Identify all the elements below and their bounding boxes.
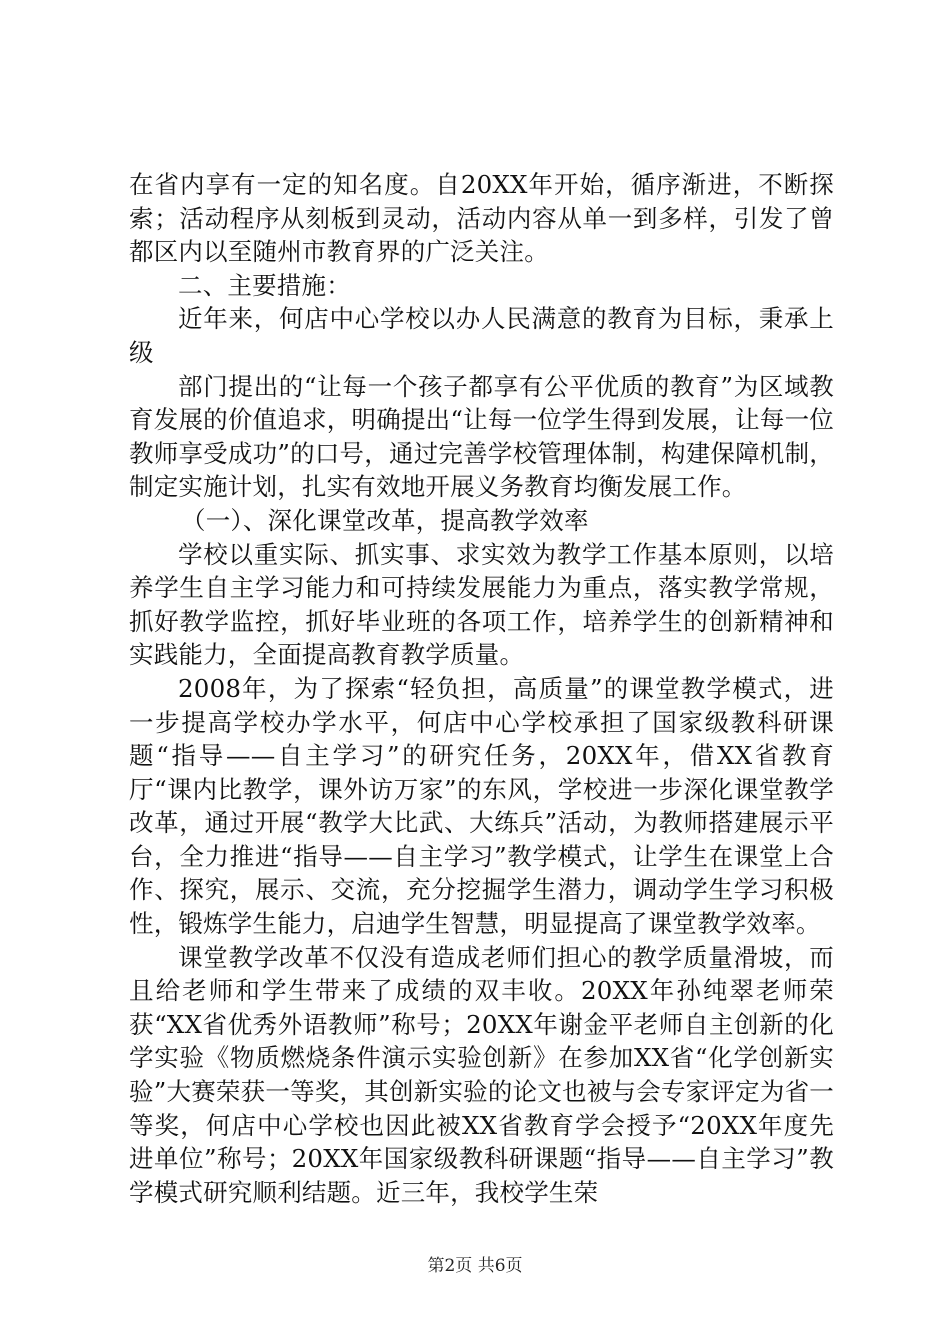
section-heading: 二、主要措施： [178,270,351,300]
subsection-heading: （一）、深化课堂改革，提高教学效率 [181,505,589,535]
paragraph: 近年来，何店中心学校以办人民满意的教育为目标，秉承上级 [129,304,834,367]
paragraph: 2008年，为了探索“轻负担，高质量”的课堂教学模式，进一步提高学校办学水平，何店中心学校承担了国家级教科研课题“指导——自主学习”的研究任务，20XX年，借XX省教育厅“课内比教学，课外访万家”的东风，学校进一步深化课堂教学改革，通过开展“教学大比武、大练兵”活动，为教师搭建展示平台，全力推进“指导——自主学习”教学模式，让学生在课堂上合作、探究，展示、交流，充分挖掘学生潜力，调动学生学习积极性，锻炼学生能力，启迪学生智慧，明显提高了课堂教学效率。 [129,673,834,939]
paragraph: 在省内享有一定的知名度。自20XX年开始，循序渐进，不断探索；活动程序从刻板到灵动，活动内容从单一到多样，引发了曾都区内以至随州市教育界的广泛关注。 [129,170,834,267]
document-body [129,168,834,1209]
paragraph: 课堂教学改革不仅没有造成老师们担心的教学质量滑坡，而且给老师和学生带来了成绩的双丰收。20XX年孙纯翠老师荣获“XX省优秀外语教师”称号；20XX年谢金平老师自主创新的化学实验《物质燃烧条件演示实验创新》在参加XX省“化学创新实验”大赛荣获一等奖，其创新实验的论文也被与会专家评定为省一等奖，何店中心学校也因此被XX省教育学会授予“20XX年度先进单位”称号；20XX年国家级教科研课题“指导——自主学习”教学模式研究顺利结题。近三年，我校学生荣 [129,942,834,1207]
paragraph: 部门提出的“让每一个孩子都享有公平优质的教育”为区域教育发展的价值追求，明确提出“让每一位学生得到发展，让每一位教师享受成功”的口号，通过完善学校管理体制，构建保障机制，制定实施计划，扎实有效地开展义务教育均衡发展工作。 [129,371,834,502]
paragraph: 学校以重实际、抓实事、求实效为教学工作基本原则，以培养学生自主学习能力和可持续发展能力为重点，落实教学常规，抓好教学监控，抓好毕业班的各项工作，培养学生的创新精神和实践能力，全面提高教育教学质量。 [129,539,834,670]
page-footer: 第2页 共6页 [427,1256,523,1276]
